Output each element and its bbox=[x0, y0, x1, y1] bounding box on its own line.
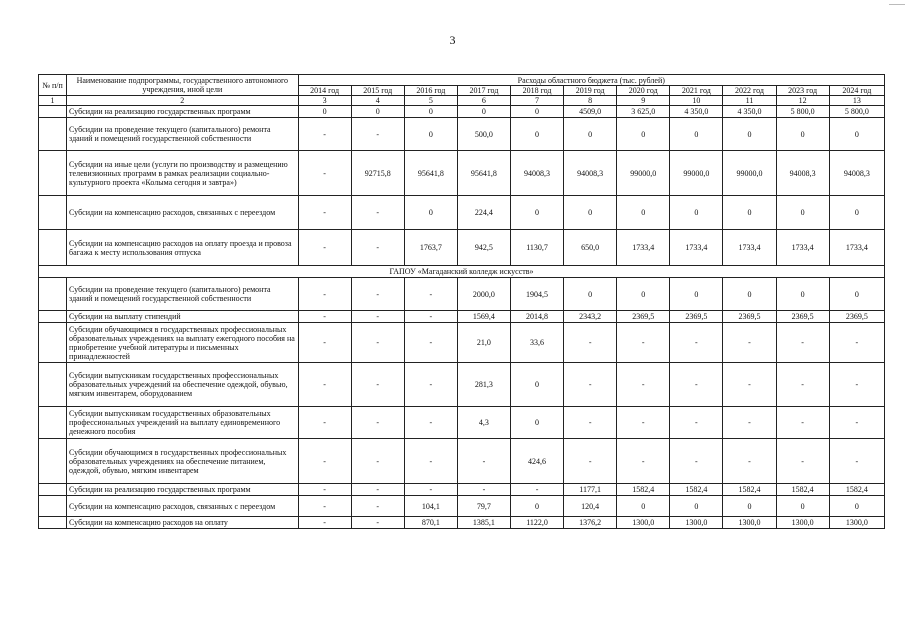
row-value: 0 bbox=[776, 496, 829, 517]
column-index: 4 bbox=[351, 96, 404, 106]
row-name: Субсидии выпускникам государственных профессиональных образовательных учреждений на обеспечение одеждой, обувью, мягким инвентарем, оборудованием bbox=[67, 363, 299, 407]
row-value: 1300,0 bbox=[776, 517, 829, 529]
row-value: - bbox=[829, 323, 884, 363]
table-row bbox=[39, 407, 885, 439]
row-value: 2000,0 bbox=[457, 278, 510, 311]
col-header-name: Наименование подпрограммы, государственного автономного учреждения, иной цели bbox=[67, 75, 299, 96]
column-index: 11 bbox=[723, 96, 776, 106]
page-number: 3 bbox=[449, 33, 456, 47]
row-number bbox=[39, 311, 67, 323]
row-value: 0 bbox=[351, 106, 404, 118]
row-value: - bbox=[298, 311, 351, 323]
row-value: - bbox=[351, 517, 404, 529]
row-value: 0 bbox=[670, 496, 723, 517]
row-value: 1582,4 bbox=[723, 484, 776, 496]
row-value: 500,0 bbox=[457, 118, 510, 151]
row-value: - bbox=[723, 363, 776, 407]
row-value: 94008,3 bbox=[564, 151, 617, 196]
column-index: 5 bbox=[404, 96, 457, 106]
row-number bbox=[39, 106, 67, 118]
top-edge-mark bbox=[889, 4, 905, 5]
year-header: 2017 год bbox=[457, 86, 510, 96]
row-value: - bbox=[298, 407, 351, 439]
row-number bbox=[39, 484, 67, 496]
row-value: 0 bbox=[776, 196, 829, 230]
row-value: 2369,5 bbox=[670, 311, 723, 323]
row-number bbox=[39, 407, 67, 439]
row-name: Субсидии на выплату стипендий bbox=[67, 311, 299, 323]
row-value: - bbox=[829, 363, 884, 407]
row-value: - bbox=[404, 484, 457, 496]
row-value: 0 bbox=[617, 118, 670, 151]
row-value: 99000,0 bbox=[723, 151, 776, 196]
row-value: - bbox=[351, 407, 404, 439]
budget-table bbox=[38, 74, 885, 529]
row-name: Субсидии обучающимся в государственных профессиональных образовательных учреждениях на выплату ежегодного пособия на приобретение учебной литературы и письменных принадлежностей bbox=[67, 323, 299, 363]
row-value: 1300,0 bbox=[617, 517, 670, 529]
row-value: 0 bbox=[404, 106, 457, 118]
row-value: 0 bbox=[617, 278, 670, 311]
row-value: 21,0 bbox=[457, 323, 510, 363]
row-value: 1376,2 bbox=[564, 517, 617, 529]
row-name: Субсидии на компенсацию расходов на оплату проезда и провоза багажа к месту использования отпуска bbox=[67, 230, 299, 266]
row-value: - bbox=[776, 363, 829, 407]
row-number bbox=[39, 439, 67, 484]
row-value: - bbox=[404, 363, 457, 407]
row-name: Субсидии на компенсацию расходов, связанных с переездом bbox=[67, 196, 299, 230]
year-header: 2021 год bbox=[670, 86, 723, 96]
row-value: 1582,4 bbox=[829, 484, 884, 496]
row-number bbox=[39, 278, 67, 311]
row-value: 1569,4 bbox=[457, 311, 510, 323]
row-value: 0 bbox=[776, 118, 829, 151]
row-value: - bbox=[298, 517, 351, 529]
row-value: 1763,7 bbox=[404, 230, 457, 266]
row-value: 1300,0 bbox=[829, 517, 884, 529]
row-name: Субсидии на реализацию государственных программ bbox=[67, 106, 299, 118]
row-value: 2369,5 bbox=[776, 311, 829, 323]
row-value: 1733,4 bbox=[617, 230, 670, 266]
row-value: - bbox=[457, 484, 510, 496]
table-row bbox=[39, 484, 885, 496]
row-name: Субсидии на реализацию государственных программ bbox=[67, 484, 299, 496]
col-header-number: № п/п bbox=[39, 75, 67, 96]
row-value: 99000,0 bbox=[670, 151, 723, 196]
row-value: - bbox=[670, 363, 723, 407]
row-value: - bbox=[723, 323, 776, 363]
row-value: - bbox=[617, 363, 670, 407]
row-value: - bbox=[564, 439, 617, 484]
row-value: 0 bbox=[510, 363, 563, 407]
table-row bbox=[39, 196, 885, 230]
row-value: 1733,4 bbox=[670, 230, 723, 266]
row-value: 1122,0 bbox=[510, 517, 563, 529]
row-value: 0 bbox=[564, 196, 617, 230]
table-row bbox=[39, 517, 885, 529]
row-number bbox=[39, 363, 67, 407]
row-value: 99000,0 bbox=[617, 151, 670, 196]
column-index: 9 bbox=[617, 96, 670, 106]
row-value: 4 350,0 bbox=[723, 106, 776, 118]
row-value: 1582,4 bbox=[776, 484, 829, 496]
row-number bbox=[39, 196, 67, 230]
table-row bbox=[39, 311, 885, 323]
row-value: - bbox=[776, 439, 829, 484]
year-header: 2019 год bbox=[564, 86, 617, 96]
column-index: 8 bbox=[564, 96, 617, 106]
row-value: 0 bbox=[298, 106, 351, 118]
row-value: - bbox=[617, 439, 670, 484]
row-value: - bbox=[404, 439, 457, 484]
column-index: 7 bbox=[510, 96, 563, 106]
row-number bbox=[39, 517, 67, 529]
row-value: 1582,4 bbox=[617, 484, 670, 496]
year-header: 2016 год bbox=[404, 86, 457, 96]
row-value: - bbox=[829, 407, 884, 439]
row-value: 2369,5 bbox=[617, 311, 670, 323]
row-value: - bbox=[404, 323, 457, 363]
row-value: - bbox=[670, 439, 723, 484]
row-name: Субсидии на проведение текущего (капитального) ремонта зданий и помещений государственной собственности bbox=[67, 278, 299, 311]
row-value: - bbox=[670, 323, 723, 363]
row-value: 870,1 bbox=[404, 517, 457, 529]
row-value: - bbox=[564, 323, 617, 363]
row-value: 0 bbox=[776, 278, 829, 311]
row-value: - bbox=[404, 311, 457, 323]
row-value: 1385,1 bbox=[457, 517, 510, 529]
row-value: 224,4 bbox=[457, 196, 510, 230]
row-value: 4509,0 bbox=[564, 106, 617, 118]
row-number bbox=[39, 496, 67, 517]
row-value: 5 800,0 bbox=[776, 106, 829, 118]
column-index: 12 bbox=[776, 96, 829, 106]
row-value: 0 bbox=[564, 278, 617, 311]
row-name: Субсидии на компенсацию расходов, связанных с переездом bbox=[67, 496, 299, 517]
column-index: 6 bbox=[457, 96, 510, 106]
row-number bbox=[39, 230, 67, 266]
row-value: - bbox=[564, 363, 617, 407]
row-value: 0 bbox=[617, 196, 670, 230]
column-index: 10 bbox=[670, 96, 723, 106]
table-row bbox=[39, 118, 885, 151]
year-header: 2015 год bbox=[351, 86, 404, 96]
row-name: Субсидии на проведение текущего (капитального) ремонта зданий и помещений государственной собственности bbox=[67, 118, 299, 151]
row-value: 0 bbox=[670, 278, 723, 311]
row-number bbox=[39, 323, 67, 363]
row-value: 0 bbox=[829, 496, 884, 517]
row-value: 0 bbox=[829, 278, 884, 311]
row-value: 1733,4 bbox=[723, 230, 776, 266]
row-value: - bbox=[351, 118, 404, 151]
row-value: 5 800,0 bbox=[829, 106, 884, 118]
row-value: 1177,1 bbox=[564, 484, 617, 496]
table-row bbox=[39, 230, 885, 266]
row-value: 0 bbox=[510, 196, 563, 230]
row-value: - bbox=[617, 407, 670, 439]
row-value: - bbox=[829, 439, 884, 484]
row-value: - bbox=[776, 407, 829, 439]
row-value: - bbox=[298, 151, 351, 196]
row-value: 4 350,0 bbox=[670, 106, 723, 118]
row-value: - bbox=[670, 407, 723, 439]
table-row bbox=[39, 439, 885, 484]
row-value: - bbox=[298, 439, 351, 484]
row-name: Субсидии обучающимся в государственных профессиональных образовательных учреждениях на обеспечение питанием, одеждой, обувью, мягким инвентарем bbox=[67, 439, 299, 484]
row-name: Субсидии на компенсацию расходов на оплату bbox=[67, 517, 299, 529]
row-value: - bbox=[351, 311, 404, 323]
row-value: - bbox=[298, 496, 351, 517]
row-value: - bbox=[457, 439, 510, 484]
year-header: 2022 год bbox=[723, 86, 776, 96]
row-value: - bbox=[351, 230, 404, 266]
row-value: - bbox=[298, 230, 351, 266]
year-header: 2023 год bbox=[776, 86, 829, 96]
row-value: 0 bbox=[723, 278, 776, 311]
row-value: 0 bbox=[564, 118, 617, 151]
row-number bbox=[39, 118, 67, 151]
section-row bbox=[39, 266, 885, 278]
row-value: 0 bbox=[404, 118, 457, 151]
row-value: 1733,4 bbox=[776, 230, 829, 266]
row-value: 942,5 bbox=[457, 230, 510, 266]
row-value: 1582,4 bbox=[670, 484, 723, 496]
row-value: 0 bbox=[617, 496, 670, 517]
row-value: 94008,3 bbox=[829, 151, 884, 196]
row-value: 3 625,0 bbox=[617, 106, 670, 118]
row-value: 95641,8 bbox=[404, 151, 457, 196]
row-value: - bbox=[298, 323, 351, 363]
row-value: 2014,8 bbox=[510, 311, 563, 323]
row-value: - bbox=[776, 323, 829, 363]
row-value: - bbox=[404, 278, 457, 311]
row-value: 1904,5 bbox=[510, 278, 563, 311]
row-value: 94008,3 bbox=[776, 151, 829, 196]
row-value: 1300,0 bbox=[670, 517, 723, 529]
row-value: 92715,8 bbox=[351, 151, 404, 196]
row-name: Субсидии на иные цели (услуги по производству и размещению телевизионных программ в рамках реализации социально-культурного проекта «Колыма сегодня и завтра») bbox=[67, 151, 299, 196]
row-value: - bbox=[617, 323, 670, 363]
row-value: 0 bbox=[457, 106, 510, 118]
row-value: - bbox=[723, 439, 776, 484]
row-value: 120,4 bbox=[564, 496, 617, 517]
row-value: 0 bbox=[723, 496, 776, 517]
row-value: 0 bbox=[670, 196, 723, 230]
row-value: - bbox=[351, 484, 404, 496]
row-value: 0 bbox=[723, 196, 776, 230]
row-value: - bbox=[510, 484, 563, 496]
row-name: Субсидии выпускникам государственных образовательных профессиональных учреждений на выплату единовременного денежного пособия bbox=[67, 407, 299, 439]
table-row bbox=[39, 496, 885, 517]
row-value: - bbox=[298, 484, 351, 496]
row-value: - bbox=[351, 278, 404, 311]
row-value: 4,3 bbox=[457, 407, 510, 439]
table-row bbox=[39, 363, 885, 407]
row-value: 0 bbox=[829, 118, 884, 151]
row-value: - bbox=[351, 363, 404, 407]
row-value: 2369,5 bbox=[829, 311, 884, 323]
column-index: 1 bbox=[39, 96, 67, 106]
row-value: - bbox=[351, 439, 404, 484]
row-value: 0 bbox=[670, 118, 723, 151]
column-index: 13 bbox=[829, 96, 884, 106]
table-row bbox=[39, 151, 885, 196]
row-value: 2369,5 bbox=[723, 311, 776, 323]
row-value: 424,6 bbox=[510, 439, 563, 484]
row-value: - bbox=[351, 323, 404, 363]
row-value: 33,6 bbox=[510, 323, 563, 363]
row-value: 1733,4 bbox=[829, 230, 884, 266]
year-header: 2018 год bbox=[510, 86, 563, 96]
column-index: 2 bbox=[67, 96, 299, 106]
row-value: 0 bbox=[404, 196, 457, 230]
row-value: 1300,0 bbox=[723, 517, 776, 529]
row-value: 0 bbox=[510, 496, 563, 517]
row-value: 650,0 bbox=[564, 230, 617, 266]
column-index-row bbox=[39, 96, 885, 106]
column-index: 3 bbox=[298, 96, 351, 106]
row-value: - bbox=[351, 196, 404, 230]
year-header: 2024 год bbox=[829, 86, 884, 96]
row-value: 1130,7 bbox=[510, 230, 563, 266]
row-value: - bbox=[298, 363, 351, 407]
row-value: 94008,3 bbox=[510, 151, 563, 196]
row-value: 281,3 bbox=[457, 363, 510, 407]
row-value: - bbox=[298, 278, 351, 311]
row-value: 95641,8 bbox=[457, 151, 510, 196]
year-header: 2020 год bbox=[617, 86, 670, 96]
table-row bbox=[39, 323, 885, 363]
row-value: 0 bbox=[510, 106, 563, 118]
row-value: 0 bbox=[829, 196, 884, 230]
table-row bbox=[39, 278, 885, 311]
row-value: - bbox=[564, 407, 617, 439]
row-value: 2343,2 bbox=[564, 311, 617, 323]
table-row bbox=[39, 106, 885, 118]
row-value: - bbox=[404, 407, 457, 439]
section-title: ГАПОУ «Магаданский колледж искусств» bbox=[39, 266, 885, 278]
row-value: - bbox=[298, 118, 351, 151]
col-header-budget: Расходы областного бюджета (тыс. рублей) bbox=[298, 75, 884, 86]
row-value: - bbox=[351, 496, 404, 517]
row-value: 0 bbox=[510, 118, 563, 151]
row-value: 0 bbox=[510, 407, 563, 439]
row-value: - bbox=[723, 407, 776, 439]
row-value: 104,1 bbox=[404, 496, 457, 517]
row-value: - bbox=[298, 196, 351, 230]
row-number bbox=[39, 151, 67, 196]
year-header: 2014 год bbox=[298, 86, 351, 96]
row-value: 0 bbox=[723, 118, 776, 151]
row-value: 79,7 bbox=[457, 496, 510, 517]
